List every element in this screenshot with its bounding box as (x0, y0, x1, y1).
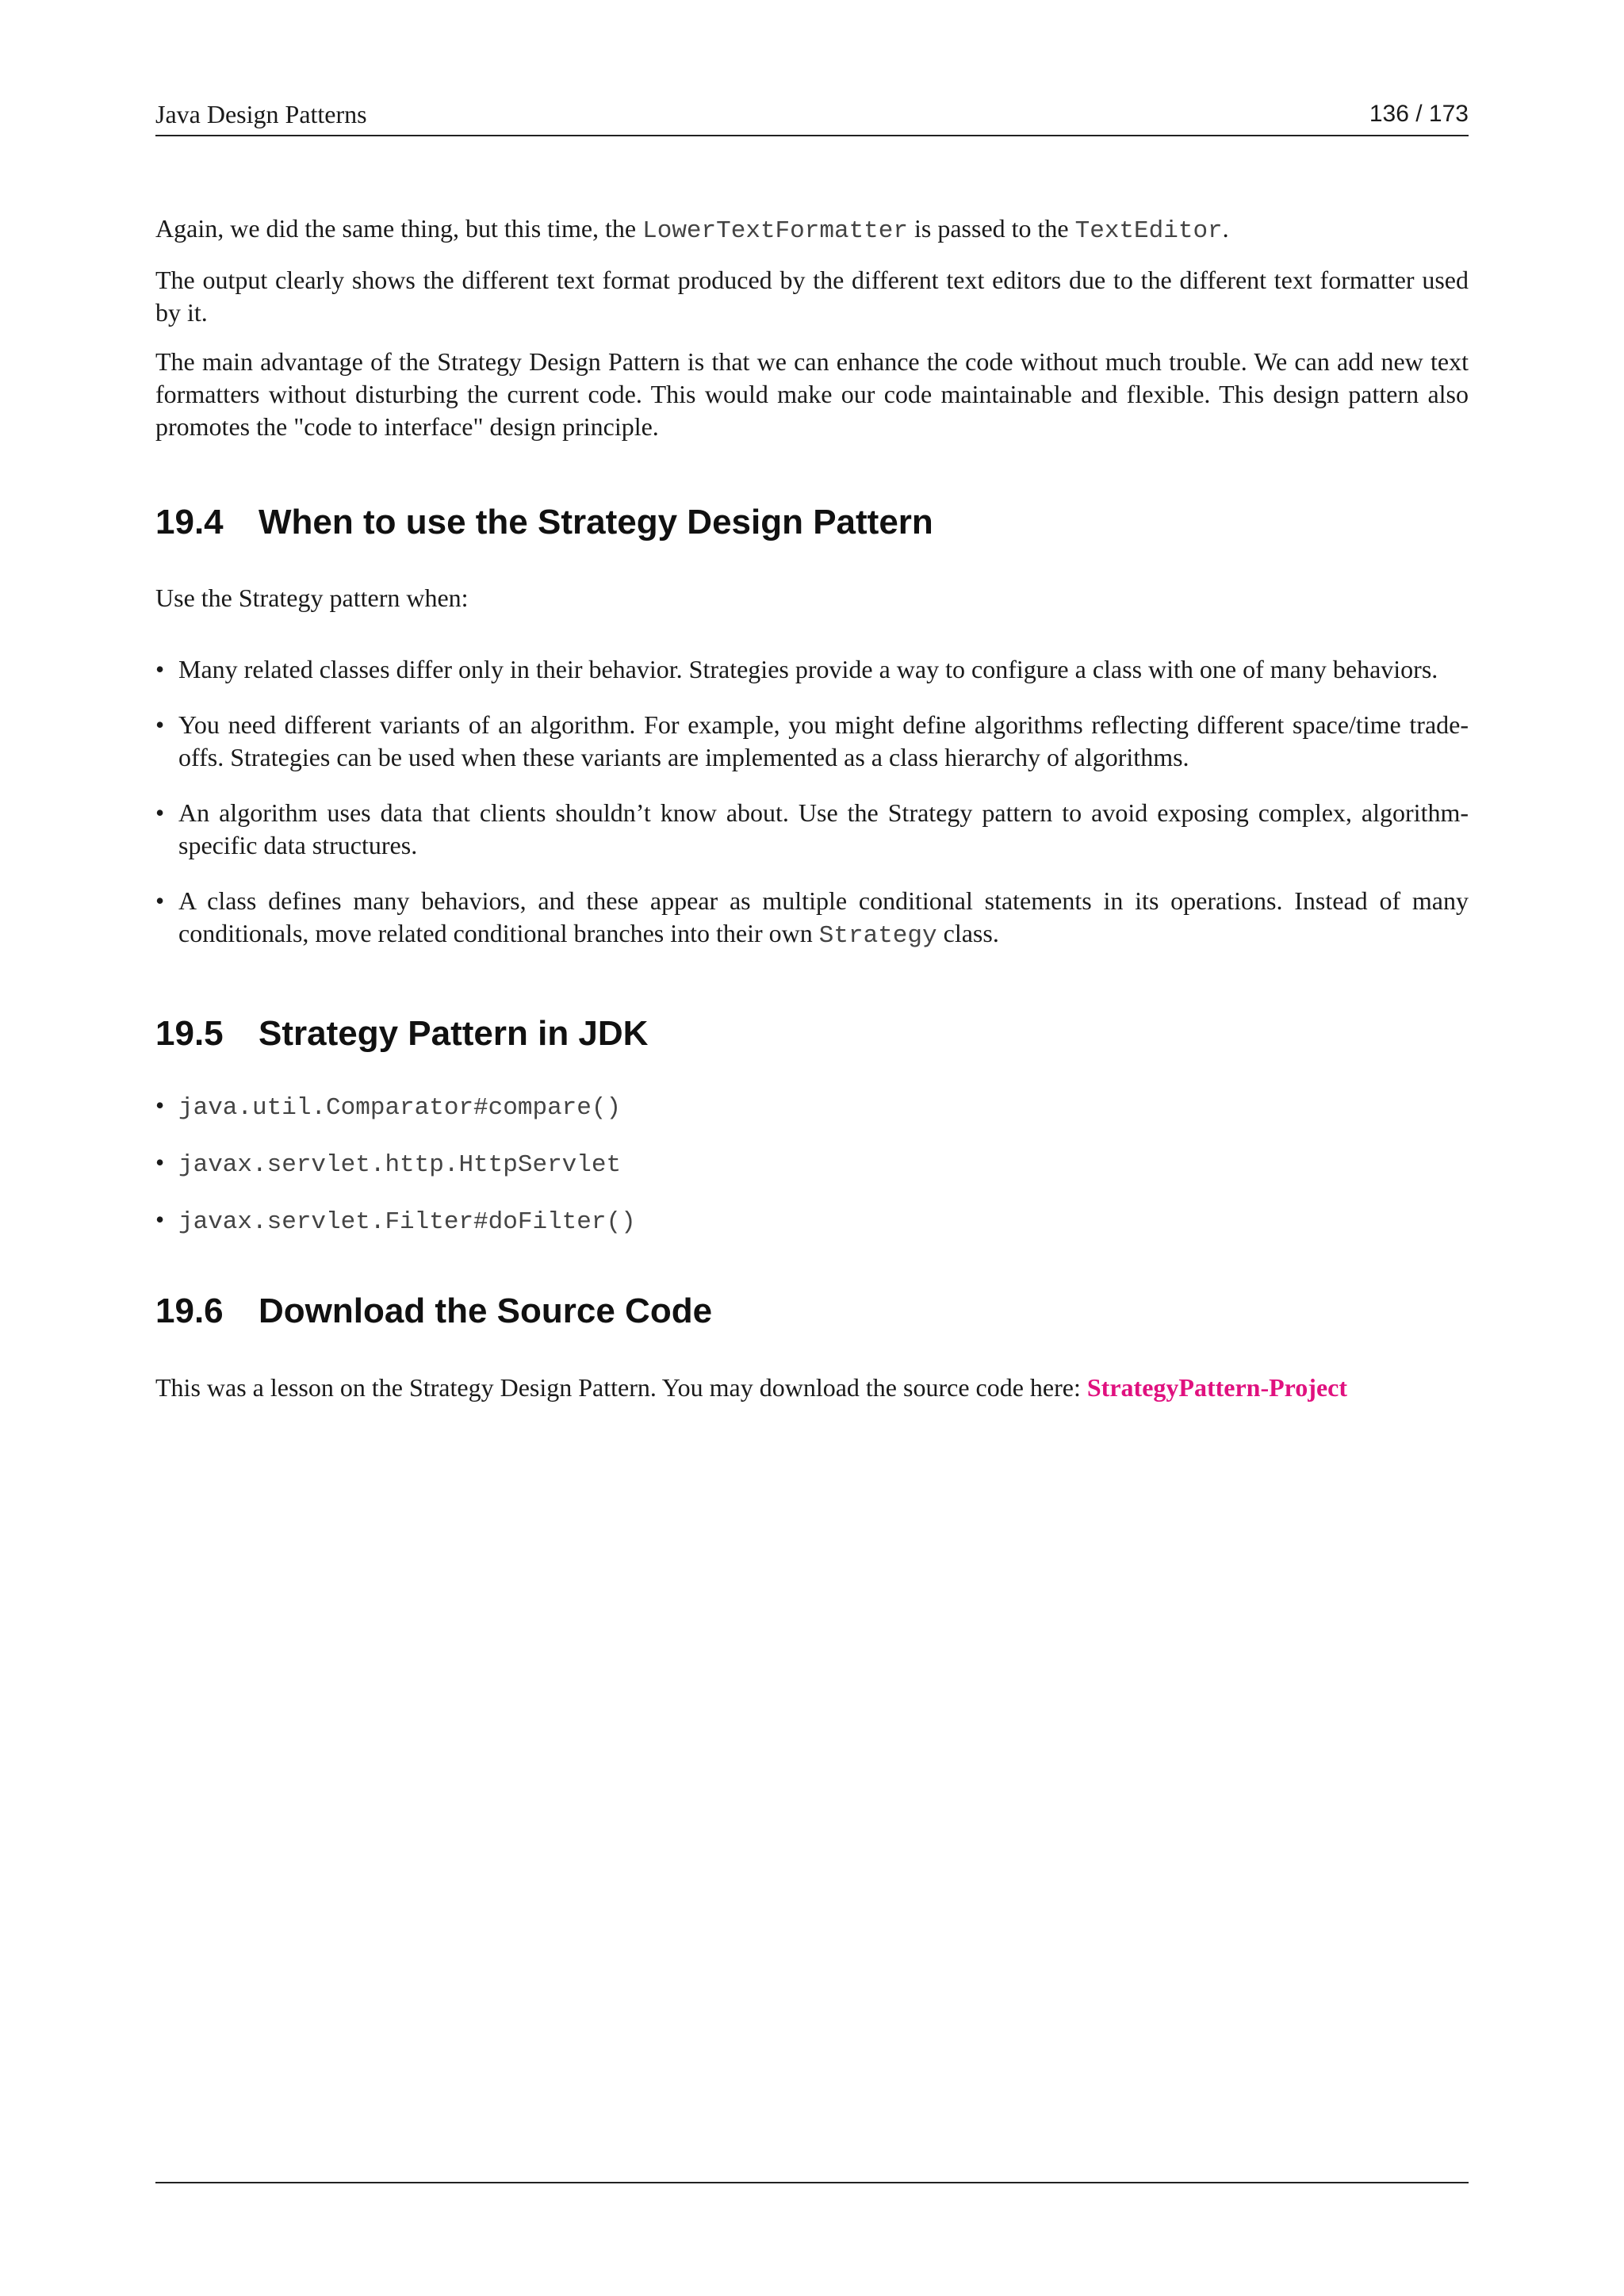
list-item-text: You need different variants of an algorithm. For example, you might define algorithms reflecting different space/time trade-offs. Strategies can be used when these variants are implemented as a class hierarchy of algorithms. (178, 710, 1469, 771)
page-indicator: 136 / 173 (1369, 101, 1469, 127)
download-paragraph (155, 1372, 1469, 1404)
list-item-text: Many related classes differ only in their behavior. Strategies provide a way to configure a class with one of many behaviors. (178, 655, 1438, 683)
section-title: When to use the Strategy Design Pattern (259, 503, 933, 541)
intro-paragraph-3: The main advantage of the Strategy Design Pattern is that we can enhance the code without much trouble. We can add new text formatters without disturbing the current code. This would make our code maintainable and flexible. This design pattern also promotes the "code to interface" design principle. (155, 347, 1469, 441)
when-to-use-list (155, 653, 1469, 952)
page-content (155, 212, 1469, 1404)
bullet-icon: • (155, 798, 165, 827)
bullet-icon: • (155, 655, 165, 683)
list-item (155, 709, 1469, 774)
intro-paragraph-1 (155, 212, 1469, 247)
list-item-text: An algorithm uses data that clients shouldn’t know about. Use the Strategy pattern to avoid exposing complex, algorithm-specific data structures. (178, 798, 1469, 859)
bullet-icon: • (155, 1091, 165, 1119)
code-comparator-compare: java.util.Comparator#compare() (178, 1094, 622, 1122)
section-number: 19.4 (155, 503, 224, 541)
section-heading-19-5 (155, 1013, 1469, 1054)
download-link[interactable]: StrategyPattern-Project (1086, 1373, 1347, 1402)
bullet-icon: • (155, 1205, 165, 1234)
text-run: This was a lesson on the Strategy Design Pattern. You may download the source code here: (155, 1373, 1087, 1402)
jdk-examples-list (155, 1089, 1469, 1238)
list-item (155, 653, 1469, 686)
list-item (155, 885, 1469, 952)
list-item-text: class. (936, 919, 999, 947)
code-texteditor: TextEditor (1074, 217, 1223, 245)
text-run: is passed to the (907, 214, 1075, 243)
code-httpservlet: javax.servlet.http.HttpServlet (178, 1151, 622, 1179)
code-filter-dofilter: javax.servlet.Filter#doFilter() (178, 1208, 636, 1236)
section-heading-19-4 (155, 502, 1469, 543)
code-strategy: Strategy (818, 922, 937, 950)
list-item (155, 1203, 1469, 1238)
list-item (155, 1146, 1469, 1181)
section-heading-19-6 (155, 1291, 1469, 1332)
section-number: 19.6 (155, 1292, 224, 1330)
section-title: Strategy Pattern in JDK (259, 1014, 649, 1053)
text-run: Again, we did the same thing, but this time, the (155, 214, 643, 243)
section-19-4-lead: Use the Strategy pattern when: (155, 584, 469, 612)
list-item-text: A class defines many behaviors, and these appear as multiple conditional statements in its operations. Instead of many conditionals, move related conditional branches into their own (178, 886, 1469, 947)
book-title: Java Design Patterns (155, 100, 367, 128)
section-title: Download the Source Code (259, 1292, 713, 1330)
bullet-icon: • (155, 886, 165, 915)
list-item (155, 1089, 1469, 1124)
section-number: 19.5 (155, 1014, 224, 1053)
text-run: . (1222, 214, 1229, 243)
code-lowertextformatter: LowerTextFormatter (642, 217, 908, 245)
bullet-icon: • (155, 710, 165, 739)
intro-paragraph-2: The output clearly shows the different text format produced by the different text editors due to the different text formatter used by it. (155, 266, 1469, 327)
footer-rule (155, 2182, 1469, 2183)
list-item (155, 797, 1469, 862)
running-header (155, 98, 1469, 136)
bullet-icon: • (155, 1148, 165, 1177)
